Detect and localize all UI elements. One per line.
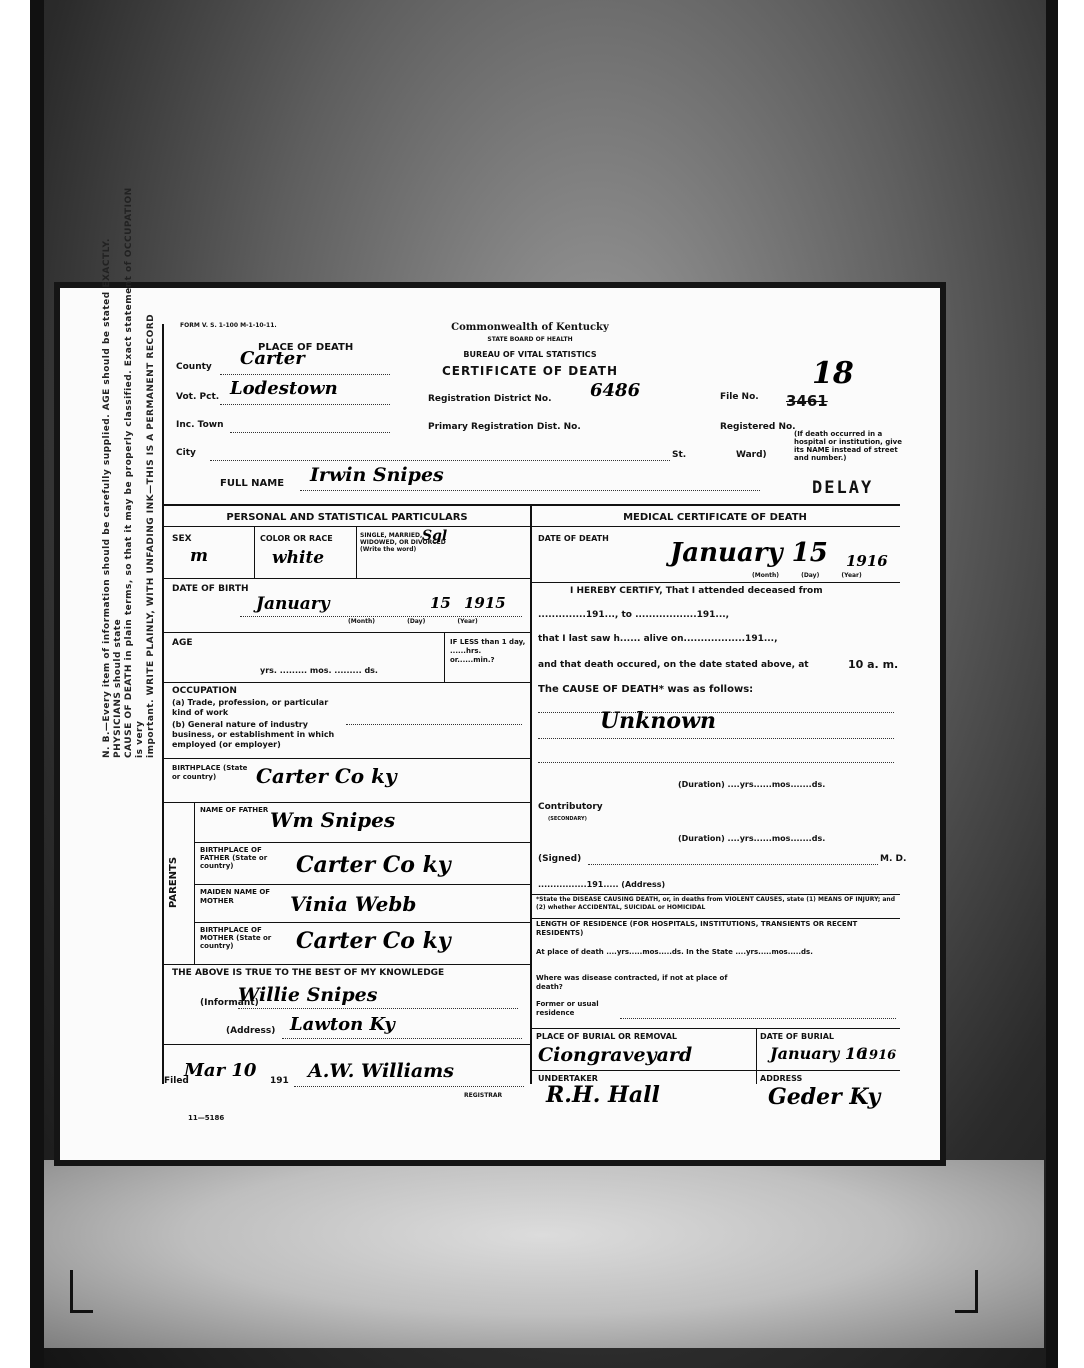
full-name-line: [300, 490, 760, 491]
date-row-rule: [530, 582, 900, 583]
date-of-death-sublabels: (Month) (Day) (Year): [752, 572, 862, 579]
md-label: M. D.: [880, 854, 907, 864]
cause-line-3: [538, 762, 894, 763]
signed-row-rule: [530, 894, 900, 895]
vot-pct-value: Lodestown: [230, 378, 338, 399]
city-line: [210, 460, 670, 461]
full-name-label: FULL NAME: [220, 478, 285, 489]
county-line: [220, 374, 390, 375]
duration-line-1: (Duration) ....yrs......mos.......ds.: [678, 780, 826, 789]
secondary-label: (SECONDARY): [548, 816, 587, 822]
cause-footnote: *State the DISEASE CAUSING DEATH, or, in deaths from VIOLENT CAUSES, state (1) MEANS OF INJURY; and (2) whether ACCIDENTAL, SUICIDAL or HOMICIDAL: [536, 896, 895, 911]
sex-value: m: [190, 546, 208, 566]
former-residence: Former or usual residence: [536, 1000, 599, 1017]
date-of-death-value: January 15: [670, 538, 828, 568]
place-of-death-label: PLACE OF DEATH: [258, 342, 354, 353]
birthplace-value: Carter Co ky: [256, 764, 397, 788]
sex-divider: [254, 526, 255, 578]
inc-town-line: [230, 432, 390, 433]
margin-note: CAUSE OF DEATH in plain terms, so that it may be properly classified. Exact statement of OCCUPATION is very: [124, 187, 145, 758]
occupation-a: (a) Trade, profession, or particular kind of work: [172, 698, 329, 717]
father-name-rule: [194, 842, 530, 843]
burial-place-label: PLACE OF BURIAL OR REMOVAL: [536, 1032, 677, 1041]
primary-registration-label: Primary Registration Dist. No.: [428, 422, 581, 432]
commonwealth-title: Commonwealth of Kentucky: [451, 322, 609, 333]
true-statement: THE ABOVE IS TRUE TO THE BEST OF MY KNOWLEDGE: [172, 968, 445, 978]
ward-label: Ward): [736, 450, 767, 460]
street-label: St.: [672, 450, 687, 460]
certificate-title: CERTIFICATE OF DEATH: [441, 364, 619, 378]
address-label: (Address): [226, 1026, 276, 1036]
parents-bottom-rule: [162, 964, 530, 965]
dob-year: 1915: [464, 594, 506, 612]
parents-label: PARENTS: [168, 856, 179, 908]
undertaker-address-value: Geder Ky: [768, 1084, 881, 1110]
duration-line-2: (Duration) ....yrs......mos.......ds.: [678, 834, 826, 843]
mother-name-label: MAIDEN NAME OF MOTHER: [200, 888, 271, 905]
age-units: yrs. ......... mos. ......... ds.: [260, 666, 378, 675]
sex-label: SEX: [172, 534, 192, 544]
marital-label: SINGLE, MARRIED, WIDOWED, OR DIVORCED (Write the word): [360, 532, 446, 553]
dob-row-rule: [162, 632, 530, 633]
informant-label: (Informant): [200, 998, 259, 1008]
last-saw-line: that I last saw h...... alive on..................191...,: [538, 634, 778, 644]
parents-divider: [194, 802, 195, 964]
father-birthplace-rule: [194, 884, 530, 885]
margin-note: N. B.—Every item of information should be carefully supplied. AGE should be stated EXACTLY. PHYSICIANS should state: [102, 238, 123, 758]
registrar-signature: A.W. Williams: [308, 1060, 454, 1082]
age-label: AGE: [172, 638, 193, 648]
certify-label: I HEREBY CERTIFY, That I attended deceased from: [570, 586, 823, 596]
marital-value: Sgl: [422, 528, 448, 544]
registrar-label: REGISTRAR: [464, 1092, 503, 1099]
father-birthplace-label: BIRTHPLACE OF FATHER (State or country): [200, 846, 268, 870]
less-than-day-label: IF LESS than 1 day, ......hrs. or......min.?: [450, 638, 526, 664]
file-number-value: 18: [812, 356, 854, 391]
filed-value: Mar 10: [184, 1060, 257, 1081]
father-name-label: NAME OF FATHER: [200, 806, 269, 814]
frame-left-line: [162, 324, 164, 1084]
age-row-rule: [162, 682, 530, 683]
occupation-row-rule: [162, 758, 530, 759]
date-address-line: ................191..... (Address): [538, 880, 666, 889]
cause-of-death-value: Unknown: [600, 708, 717, 734]
mother-name-rule: [194, 922, 530, 923]
registration-district-label: Registration District No.: [428, 394, 552, 404]
vot-pct-label: Vot. Pct.: [176, 392, 220, 402]
form-number: FORM V. S. 1-100 M-1-10-11.: [180, 322, 277, 329]
color-value: white: [272, 548, 325, 568]
medical-title-rule: [530, 526, 900, 527]
burial-divider: [756, 1028, 757, 1084]
burial-year: 1916: [860, 1048, 897, 1063]
contributory-label: Contributory: [538, 802, 603, 812]
dob-line: [240, 616, 522, 617]
signed-line: [588, 864, 878, 865]
address-value: Lawton Ky: [290, 1014, 395, 1035]
signed-label: (Signed): [538, 854, 582, 864]
informant-value: Willie Snipes: [238, 984, 378, 1006]
undertaker-label: UNDERTAKER: [538, 1074, 598, 1083]
former-residence-line: [620, 1018, 896, 1019]
residence-label: LENGTH OF RESIDENCE (FOR HOSPITALS, INSTITUTIONS, TRANSIENTS OR RECENT RESIDENTS): [536, 920, 858, 937]
county-value: Carter: [240, 348, 305, 369]
full-name-value: Irwin Snipes: [310, 464, 444, 486]
where-contracted: Where was disease contracted, if not at place of death?: [536, 974, 728, 991]
occupation-b: (b) General nature of industry business, or establishment in which employed (or employer): [172, 720, 335, 749]
occupation-line: [346, 724, 522, 725]
color-label: COLOR OR RACE: [260, 534, 333, 543]
film-edge-right: [1058, 0, 1084, 1368]
personal-title-rule: [162, 526, 530, 527]
undertaker-value: R.H. Hall: [546, 1082, 660, 1108]
undertaker-address-label: ADDRESS: [760, 1074, 803, 1083]
registered-number-label: Registered No.: [720, 422, 796, 432]
mother-birthplace-value: Carter Co ky: [296, 928, 451, 954]
crop-mark-bottom-left: [70, 1270, 93, 1313]
dob-day: 15: [430, 594, 451, 612]
filed-label: Filed: [164, 1076, 189, 1086]
informant-bottom-rule: [162, 1044, 530, 1045]
father-birthplace-value: Carter Co ky: [296, 852, 451, 878]
inc-town-label: Inc. Town: [176, 420, 224, 430]
informant-line: [238, 1008, 518, 1009]
date-of-death-year: 1916: [846, 552, 888, 570]
death-occurred-line: and that death occured, on the date stated above, at: [538, 660, 809, 670]
personal-section-title: PERSONAL AND STATISTICAL PARTICULARS: [226, 512, 468, 523]
sex-row-rule: [162, 578, 530, 579]
margin-note: important. WRITE PLAINLY, WITH UNFADING INK—THIS IS A PERMANENT RECORD: [146, 313, 156, 758]
frame-center-divider: [530, 504, 532, 1084]
hospital-note: (If death occurred in a hospital or institution, give its NAME instead of street and number.): [794, 430, 902, 462]
address-line: [282, 1038, 522, 1039]
footnote-rule: [530, 918, 900, 919]
city-label: City: [176, 448, 196, 458]
age-divider: [444, 632, 445, 682]
medical-section-title: MEDICAL CERTIFICATE OF DEATH: [623, 512, 807, 523]
certify-line-2: ..............191..., to ..................191...,: [538, 610, 730, 620]
father-name-value: Wm Snipes: [270, 808, 396, 832]
burial-place-value: Ciongraveyard: [538, 1044, 693, 1066]
vot-pct-line: [220, 404, 390, 405]
burial-date-value: January 16: [770, 1044, 868, 1063]
bureau-title: BUREAU OF VITAL STATISTICS: [463, 350, 597, 359]
cause-of-death-label: The CAUSE OF DEATH* was as follows:: [538, 684, 754, 695]
file-number-label: File No.: [720, 392, 759, 402]
registrar-line: [294, 1086, 524, 1087]
file-number-struck: 3461: [786, 392, 828, 410]
film-border-left: [30, 0, 44, 1368]
margin-instructions: [102, 178, 157, 758]
occupation-label: OCCUPATION: [172, 686, 237, 696]
cause-line-2: [538, 738, 894, 739]
form-code: 11—5186: [188, 1114, 225, 1122]
mother-name-value: Vinia Webb: [290, 892, 417, 916]
birthplace-row-rule: [162, 802, 530, 803]
death-certificate: [60, 187, 940, 1160]
film-edge-left: [0, 0, 30, 1368]
birthplace-label: BIRTHPLACE (State or country): [172, 764, 248, 781]
color-divider: [356, 526, 357, 578]
burial-date-label: DATE OF BURIAL: [760, 1032, 834, 1041]
dob-sublabels: (Month) (Day) (Year): [348, 618, 478, 625]
mother-birthplace-label: BIRTHPLACE OF MOTHER (State or country): [200, 926, 272, 950]
delay-stamp: DELAY: [812, 478, 874, 498]
registration-district-value: 6486: [590, 380, 641, 401]
residence-bottom-rule: [530, 1028, 900, 1029]
residence-duration: At place of death ....yrs.....mos.....ds. In the State ....yrs.....mos.....ds.: [536, 948, 813, 956]
county-label: County: [176, 362, 212, 372]
film-border-right: [1046, 0, 1058, 1368]
dob-label: DATE OF BIRTH: [172, 584, 249, 594]
dob-month: January: [256, 594, 330, 614]
date-of-death-label: DATE OF DEATH: [538, 534, 609, 543]
death-time: 10 a. m.: [848, 658, 899, 671]
filed-year: 191: [270, 1076, 289, 1086]
board-title: STATE BOARD OF HEALTH: [487, 336, 573, 343]
crop-mark-bottom-right: [955, 1270, 978, 1313]
burial-row-rule: [530, 1070, 900, 1071]
